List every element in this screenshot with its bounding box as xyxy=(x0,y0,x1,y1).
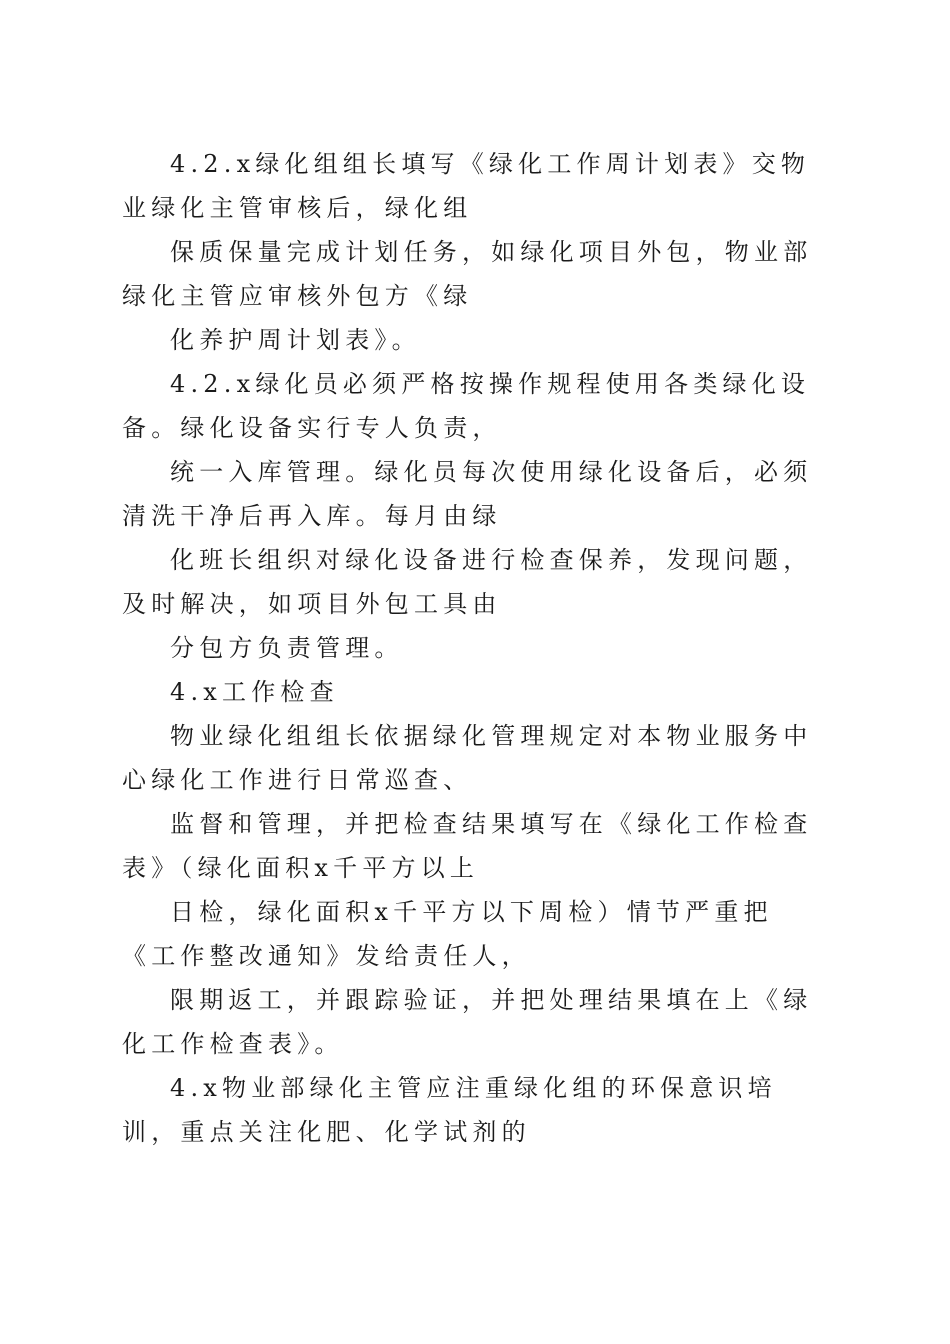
paragraph-3: 化养护周计划表》。 xyxy=(170,326,421,354)
paragraph-1: 4.2.x绿化组组长填写《绿化工作周计划表》交物业绿化主管审核后，绿化组 xyxy=(122,150,811,222)
section-heading-work-inspection: 4.x工作检查 xyxy=(170,678,339,706)
paragraph-5: 统一入库管理。绿化员每次使用绿化设备后，必须清洗干净后再入库。每月由绿 xyxy=(122,458,813,530)
paragraph-12: 限期返工，并跟踪验证，并把处理结果填在上《绿化工作检查表》。 xyxy=(122,986,813,1058)
paragraph-11: 日检，绿化面积x千平方以下周检）情节严重把《工作整改通知》发给责任人， xyxy=(122,898,773,970)
paragraph-6: 化班长组织对绿化设备进行检查保养，发现问题，及时解决，如项目外包工具由 xyxy=(122,546,813,618)
paragraph-2: 保质保量完成计划任务，如绿化项目外包，物业部绿化主管应审核外包方《绿 xyxy=(122,238,813,310)
paragraph-9: 物业绿化组组长依据绿化管理规定对本物业服务中心绿化工作进行日常巡查、 xyxy=(122,722,813,794)
paragraph-7: 分包方负责管理。 xyxy=(170,634,404,662)
document-body xyxy=(122,142,830,1154)
paragraph-13: 4.x物业部绿化主管应注重绿化组的环保意识培训，重点关注化肥、化学试剂的 xyxy=(122,1074,777,1146)
paragraph-4: 4.2.x绿化员必须严格按操作规程使用各类绿化设备。绿化设备实行专人负责， xyxy=(122,370,811,442)
paragraph-10: 监督和管理，并把检查结果填写在《绿化工作检查表》（绿化面积x千平方以上 xyxy=(122,810,813,882)
